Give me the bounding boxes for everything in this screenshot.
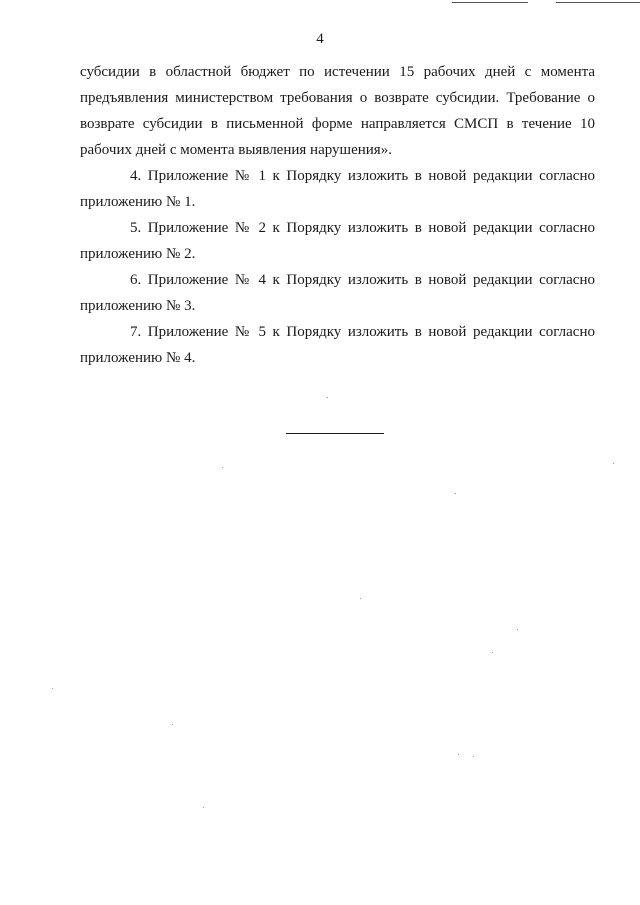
scan-speck	[172, 724, 173, 725]
scan-artifact-line	[452, 2, 528, 3]
page-number: 4	[316, 31, 324, 47]
end-of-text-rule	[286, 433, 384, 434]
paragraph-item-4: 4. Приложение № 1 к Порядку изложить в новой редакции согласно приложению № 1.	[80, 168, 595, 210]
scan-speck	[52, 688, 53, 689]
paragraph-item-7: 7. Приложение № 5 к Порядку изложить в новой редакции согласно приложению № 4.	[80, 324, 595, 366]
scan-speck	[360, 598, 361, 599]
scan-speck	[203, 807, 204, 808]
paragraph-subsidy-return: субсидии в областной бюджет по истечении 15 рабочих дней с момента предъявления министерством требования о возврате субсидии. Требование о возврате субсидии в письменной форме направляется СМСП в течение 10 рабочих дней с момента выявления нарушения».	[80, 64, 595, 158]
scan-speck	[492, 652, 493, 653]
scan-speck	[517, 629, 518, 630]
paragraph-item-5: 5. Приложение № 2 к Порядку изложить в новой редакции согласно приложению № 2.	[80, 220, 595, 262]
scan-speck	[222, 467, 223, 468]
document-body	[80, 59, 595, 371]
scan-speck	[473, 756, 474, 757]
scan-artifact-line	[556, 2, 640, 3]
scan-speck	[458, 754, 459, 755]
scan-speck	[327, 397, 328, 398]
scan-speck	[613, 463, 614, 464]
paragraph-item-6: 6. Приложение № 4 к Порядку изложить в новой редакции согласно приложению № 3.	[80, 272, 595, 314]
scan-speck	[455, 493, 456, 494]
